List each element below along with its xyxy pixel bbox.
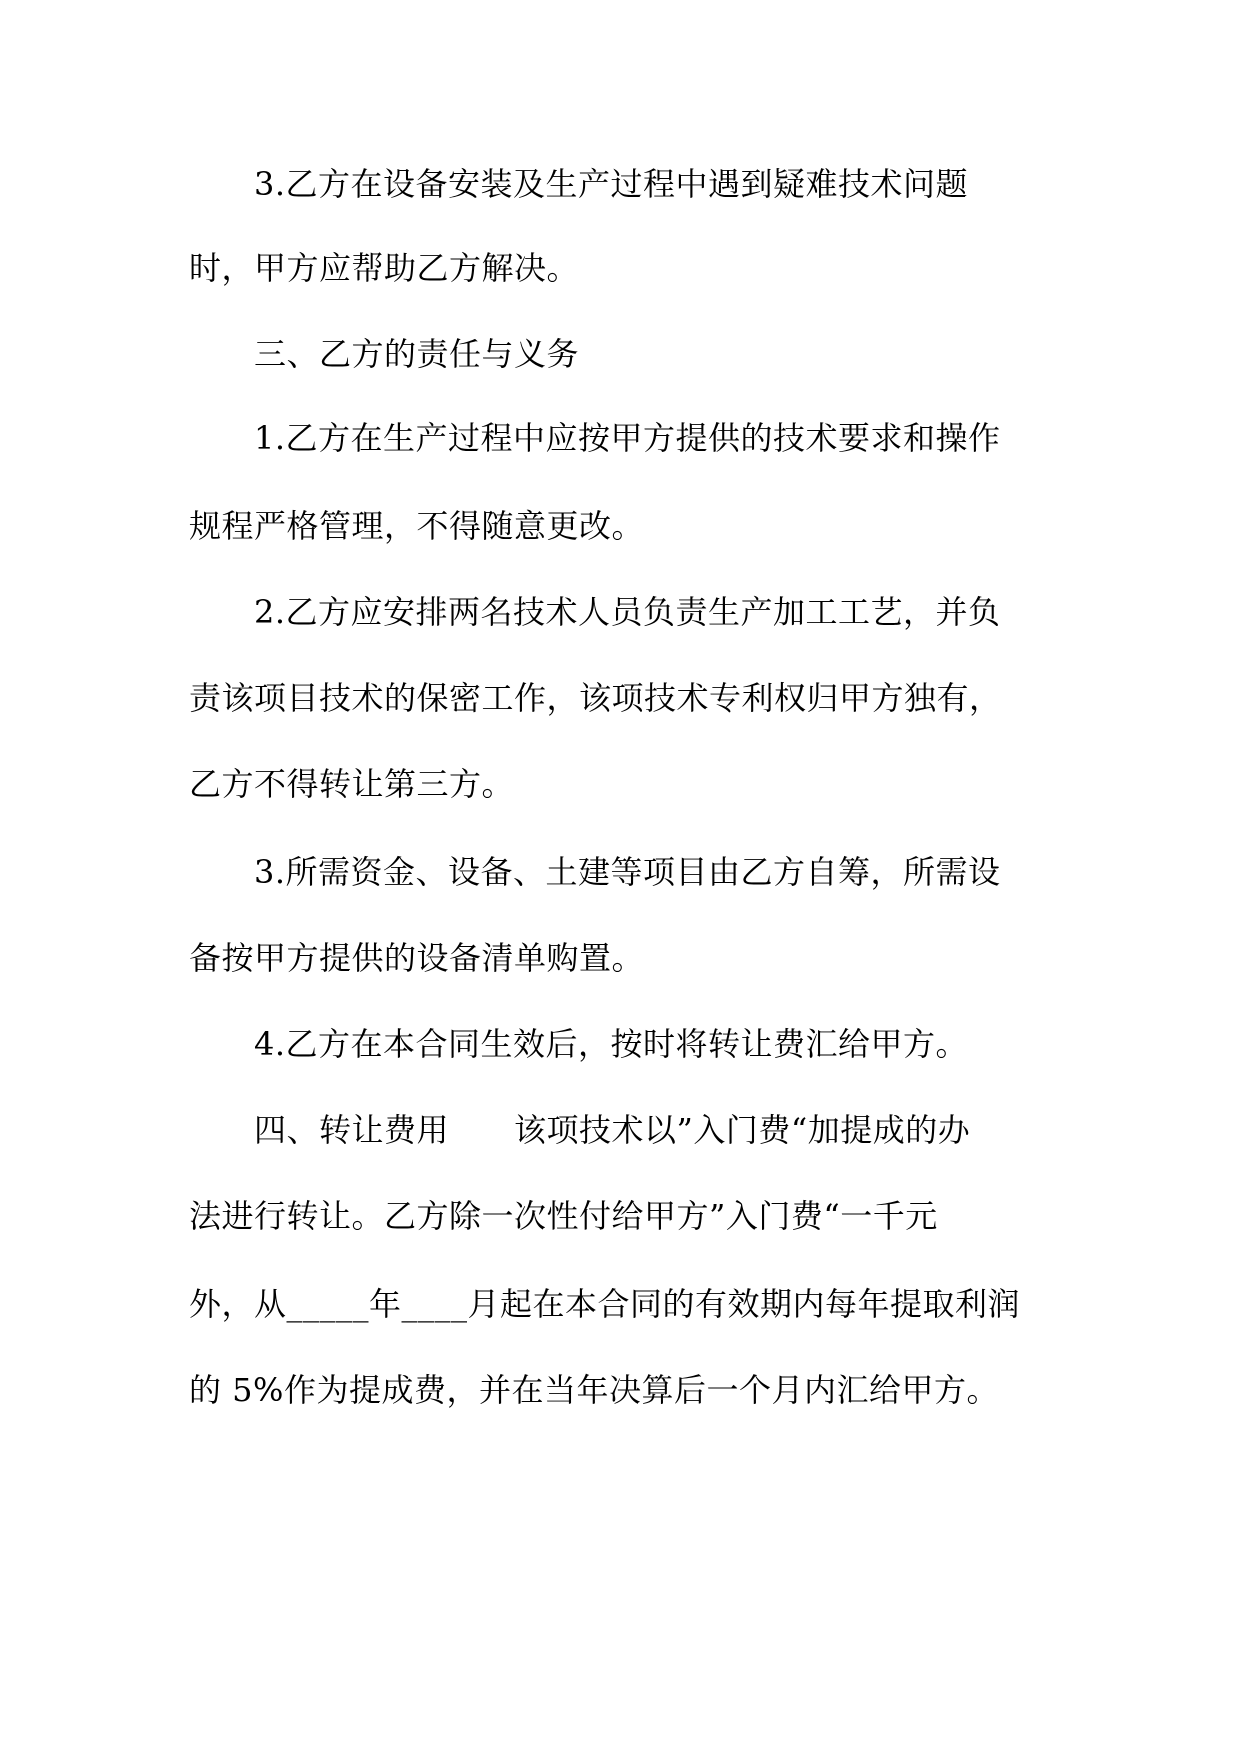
paragraph-line: 时，甲方应帮助乙方解决。	[189, 249, 580, 287]
section-heading: 三、乙方的责任与义务	[254, 335, 580, 373]
paragraph-line: 备按甲方提供的设备清单购置。	[189, 939, 645, 977]
paragraph-line: 外，从_____年____月起在本合同的有效期内每年提取利润	[189, 1285, 1021, 1323]
paragraph-line: 4.乙方在本合同生效后，按时将转让费汇给甲方。	[254, 1025, 969, 1063]
paragraph-line: 责该项目技术的保密工作，该项技术专利权归甲方独有，	[189, 679, 1002, 717]
paragraph-line: 3.乙方在设备安装及生产过程中遇到疑难技术问题	[254, 165, 969, 203]
section-heading: 四、转让费用 该项技术以”入门费“加提成的办	[254, 1111, 971, 1149]
paragraph-line: 的 5%作为提成费，并在当年决算后一个月内汇给甲方。	[189, 1371, 999, 1409]
paragraph-line: 法进行转让。乙方除一次性付给甲方”入门费“一千元	[189, 1197, 938, 1235]
paragraph-line: 3.所需资金、设备、土建等项目由乙方自筹，所需设	[254, 853, 1001, 891]
paragraph-line: 2.乙方应安排两名技术人员负责生产加工工艺，并负	[254, 593, 1001, 631]
paragraph-line: 乙方不得转让第三方。	[189, 765, 515, 803]
paragraph-line: 规程严格管理，不得随意更改。	[189, 507, 645, 545]
paragraph-line: 1.乙方在生产过程中应按甲方提供的技术要求和操作	[254, 419, 1001, 457]
